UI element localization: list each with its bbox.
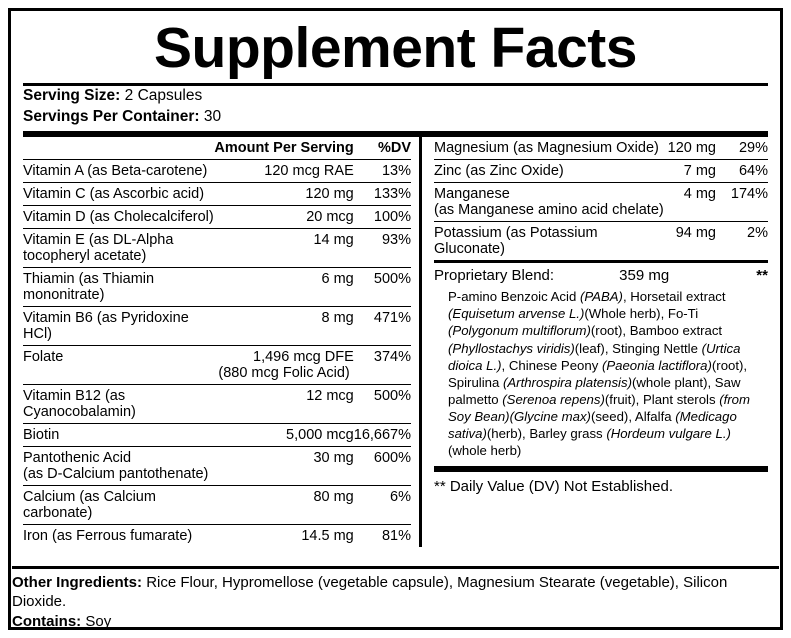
nutrient-amount: 1,496 mcg DFE [253, 349, 354, 366]
nutrient-name: Calcium (as Calcium carbonate) [23, 486, 214, 525]
nutrient-amount: 4 mg [668, 183, 716, 222]
proprietary-blend-ingredients: P-amino Benzoic Acid (PABA), Horsetail extract (Equisetum arvense L.)(Whole herb), Fo-Ti (Polygonum multiflorum)(root), Bamboo extract (Phyllostachys viridis)(leaf), Stinging Nettle (Urtica dioica L.), Chinese Peony (Paeonia lactiflora)(root), Spirulina (Arthrospira platensis)(whole plant), Saw palmetto (Serenoa repens)(fruit), Plant sterols (from Soy Bean)(Glycine max)(seed), Alfalfa (Medicago sativa)(herb), Barley grass (Hordeum vulgare L.)(whole herb) [448, 289, 750, 459]
nutrient-dv: 133% [354, 183, 411, 206]
nutrient-name: Vitamin D (as Cholecalciferol) [23, 206, 214, 229]
nutrient-dv: 600% [354, 447, 411, 486]
nutrient-table-left [23, 137, 411, 547]
nutrient-dv: 500% [354, 268, 411, 307]
servings-per-container-line [23, 107, 768, 127]
header-percent-dv: %DV [354, 137, 411, 160]
nutrient-dv: 500% [354, 385, 411, 424]
proprietary-blend-row [434, 263, 768, 287]
nutrient-amount: 14.5 mg [301, 528, 354, 545]
divider-above-other-ingredients [12, 566, 779, 569]
nutrient-column-left [23, 137, 411, 547]
contains-label: Contains: [12, 613, 82, 631]
nutrient-name: Biotin [23, 424, 214, 447]
nutrient-name-secondary: (as Manganese amino acid chelate) [434, 202, 664, 219]
nutrient-name: Manganese [434, 186, 510, 203]
nutrient-dv: 100% [354, 206, 411, 229]
nutrient-dv: 93% [354, 229, 411, 268]
proprietary-blend-amount: 359 mg [619, 267, 670, 285]
table-row [23, 160, 411, 183]
nutrient-amount: 80 mg [214, 486, 353, 525]
table-row [23, 307, 411, 346]
dv-footnote: ** Daily Value (DV) Not Established. [434, 477, 673, 495]
nutrient-name: Magnesium (as Magnesium Oxide) [434, 137, 668, 160]
nutrient-dv: 471% [354, 307, 411, 346]
page-title: Supplement Facts [154, 16, 637, 80]
table-row [23, 346, 411, 385]
contains-value: Soy [85, 613, 112, 631]
nutrient-name: Vitamin B12 (as Cyanocobalamin) [23, 385, 214, 424]
nutrient-dv: 64% [716, 160, 768, 183]
nutrient-amount: 94 mg [675, 225, 716, 242]
serving-size-line [23, 86, 768, 106]
nutrient-name: Folate [23, 346, 214, 385]
nutrient-column-right [432, 137, 768, 547]
serving-info [23, 86, 768, 127]
serving-size-label: Serving Size: [23, 87, 121, 105]
table-row [434, 160, 768, 183]
nutrient-amount: 7 mg [668, 160, 716, 183]
nutrient-dv: 6% [354, 486, 411, 525]
nutrient-name: Potassium (as Potassium Gluconate) [434, 225, 598, 258]
nutrient-columns [23, 137, 768, 547]
nutrient-name-secondary: (as D-Calcium pantothenate) [23, 466, 209, 483]
table-row [434, 137, 768, 160]
table-row [23, 447, 411, 486]
nutrient-amount: 30 mg [214, 447, 353, 486]
nutrient-dv: 374% [354, 346, 411, 385]
other-ingredients-label: Other Ingredients: [12, 573, 143, 591]
nutrient-dv: 29% [716, 137, 768, 160]
nutrient-dv: 2% [747, 225, 768, 242]
column-divider [419, 137, 422, 547]
servings-per-container-value: 30 [203, 107, 222, 125]
table-row [23, 268, 411, 307]
nutrient-dv: 13% [354, 160, 411, 183]
table-row [23, 183, 411, 206]
other-ingredients-value: Rice Flour, Hypromellose (vegetable capsule), Magnesium Stearate (vegetable), Silicon Dioxide. [12, 573, 728, 611]
proprietary-blend-label: Proprietary Blend: [434, 267, 555, 285]
nutrient-amount: 120 mg [668, 137, 716, 160]
table-row [23, 525, 411, 548]
nutrient-name: Vitamin B6 (as Pyridoxine HCl) [23, 307, 214, 346]
header-blank [23, 137, 214, 160]
nutrient-name: Vitamin A (as Beta-carotene) [23, 160, 214, 183]
servings-per-container-label: Servings Per Container: [23, 107, 200, 125]
table-row [23, 229, 411, 268]
nutrient-name: Pantothenic Acid [23, 450, 132, 467]
nutrient-dv: 174% [716, 183, 768, 222]
nutrient-amount: 6 mg [214, 268, 353, 307]
nutrient-dv: 81% [381, 528, 411, 545]
table-row [23, 206, 411, 229]
nutrient-name: Iron (as Ferrous fumarate) [23, 528, 193, 545]
table-row [434, 222, 768, 261]
table-row [434, 183, 768, 222]
table-row [23, 424, 411, 447]
nutrient-amount-secondary: (880 mcg Folic Acid) [218, 365, 350, 382]
header-amount-per-serving: Amount Per Serving [214, 137, 353, 160]
nutrient-amount: 120 mg [214, 183, 353, 206]
proprietary-blend-dv: ** [756, 267, 768, 285]
nutrient-name: Thiamin (as Thiamin mononitrate) [23, 268, 214, 307]
nutrient-amount: 14 mg [214, 229, 353, 268]
nutrient-amount: 5,000 mcg [214, 424, 353, 447]
other-ingredients-line [12, 573, 779, 613]
nutrient-amount: 20 mcg [214, 206, 353, 229]
nutrient-name-group [23, 447, 214, 486]
nutrient-dv: 16,667% [354, 424, 411, 447]
nutrient-table-right [434, 137, 768, 260]
label-frame [8, 8, 783, 630]
table-header-row [23, 137, 411, 160]
nutrient-amount: 120 mcg RAE [214, 160, 353, 183]
serving-size-value: 2 Capsules [124, 87, 203, 105]
nutrient-amount: 12 mcg [214, 385, 353, 424]
table-row [23, 486, 411, 525]
nutrient-name: Zinc (as Zinc Oxide) [434, 160, 668, 183]
table-row [23, 385, 411, 424]
nutrient-name: Vitamin C (as Ascorbic acid) [23, 183, 214, 206]
nutrient-name-group [434, 183, 668, 222]
nutrient-amount: 8 mg [214, 307, 353, 346]
nutrient-name: Vitamin E (as DL-Alpha tocopheryl acetate) [23, 229, 214, 268]
bottom-ingredients-block [12, 566, 779, 632]
contains-line [12, 612, 779, 632]
nutrient-amount-group [214, 346, 353, 385]
